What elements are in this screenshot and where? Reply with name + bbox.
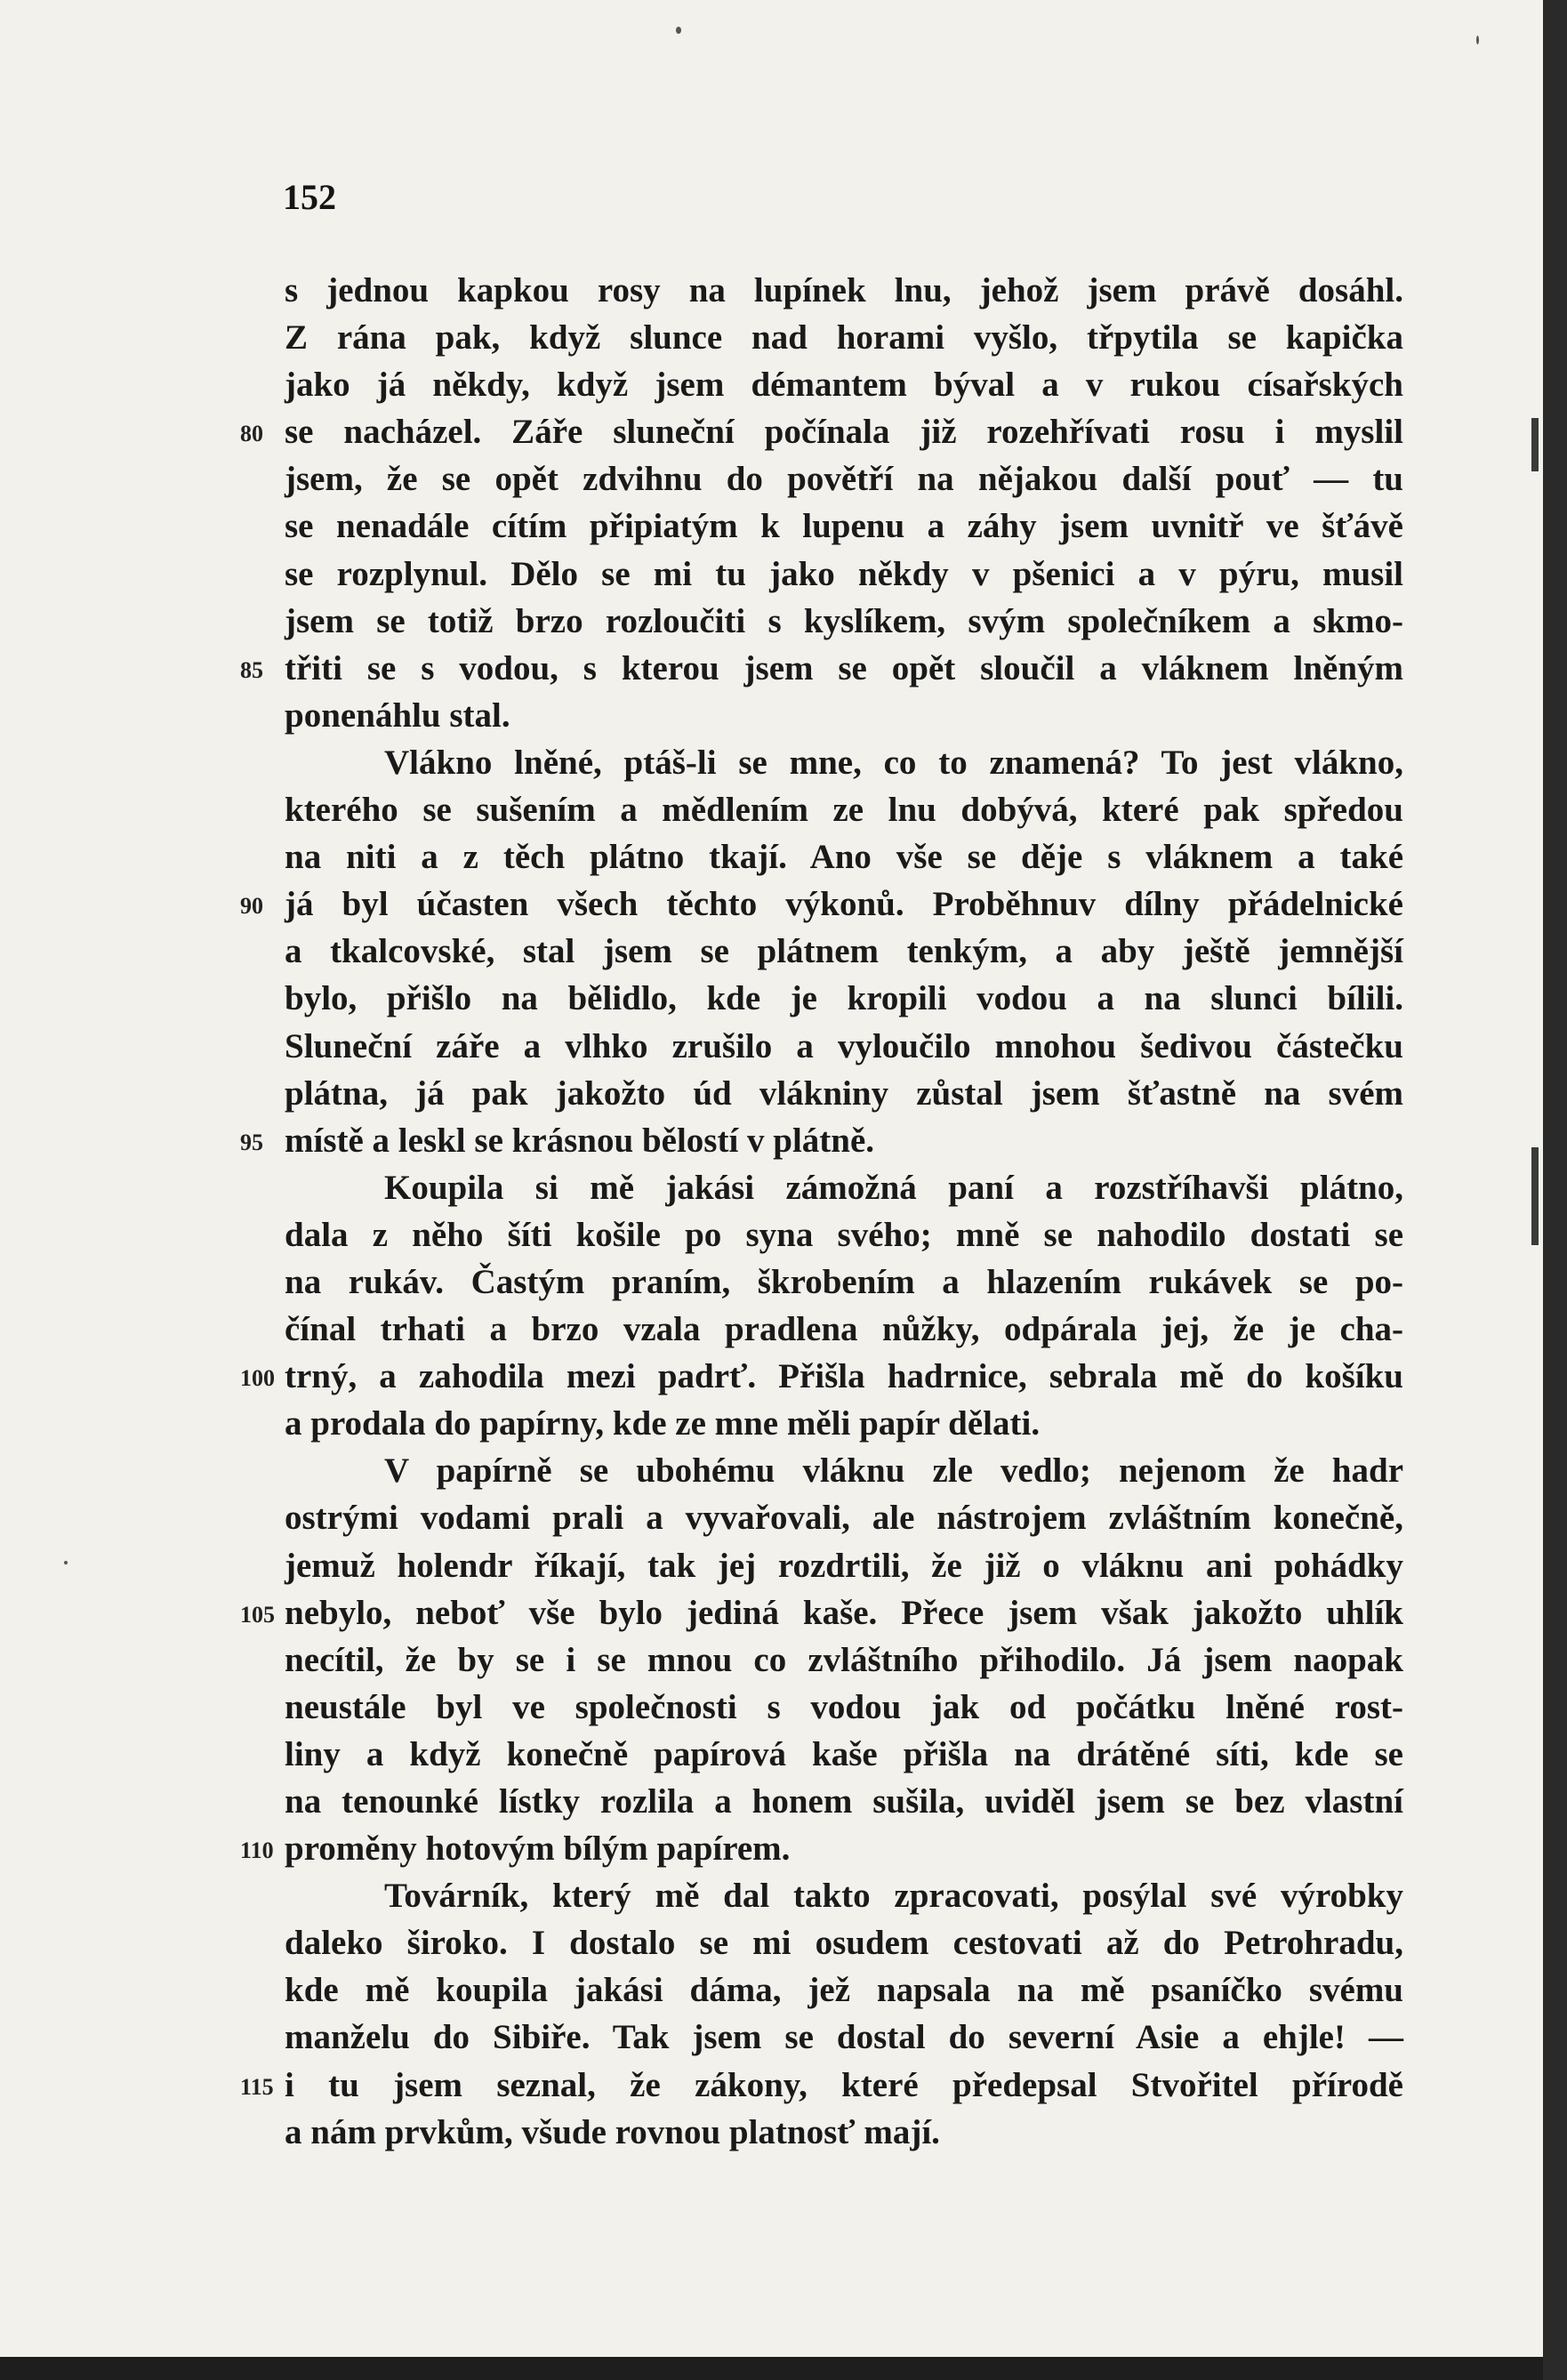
line-text: kterého se sušením a mědlením ze lnu dobývá, které pak spředou bbox=[285, 791, 1403, 830]
line-text: Koupila si mě jakási zámožná paní a rozstříhavši plátno, bbox=[384, 1168, 1403, 1207]
text-line bbox=[240, 1117, 1403, 1164]
line-text: místě a leskl se krásnou bělostí v plátně. bbox=[285, 1121, 875, 1160]
text-line bbox=[285, 551, 1403, 598]
text-line bbox=[285, 1684, 1403, 1731]
text-line bbox=[285, 1211, 1403, 1258]
line-text: Továrník, který mě dal takto zpracovati, posýlal své výrobky bbox=[384, 1877, 1403, 1916]
scan-edge-mark bbox=[1531, 1147, 1539, 1245]
line-number: 80 bbox=[240, 421, 263, 447]
text-line bbox=[285, 455, 1403, 503]
line-text: Sluneční záře a vlhko zrušilo a vyloučilo mnohou šedivou částečku bbox=[285, 1026, 1403, 1065]
line-text: ponenáhlu stal. bbox=[285, 696, 510, 735]
line-number: 115 bbox=[240, 2073, 274, 2100]
line-text: třiti se s vodou, s kterou jsem se opět sloučil a vláknem lněným bbox=[285, 648, 1403, 687]
text-line bbox=[285, 1400, 1403, 1447]
line-text: na tenounké lístky rozlila a honem sušila, uviděl jsem se bez vlastní bbox=[285, 1782, 1403, 1821]
line-text: dala z něho šíti košile po syna svého; mně se nahodilo dostati se bbox=[285, 1215, 1403, 1254]
line-number: 85 bbox=[240, 656, 263, 683]
line-text: trný, a zahodila mezi padrť. Přišla hadrnice, sebrala mě do košíku bbox=[285, 1357, 1403, 1396]
text-line bbox=[285, 1447, 1403, 1494]
line-number: 95 bbox=[240, 1129, 263, 1155]
text-line bbox=[285, 2109, 1403, 2156]
line-text: se rozplynul. Dělo se mi tu jako někdy v pšenici a v pýru, musil bbox=[285, 554, 1403, 593]
text-line bbox=[285, 314, 1403, 361]
line-text: proměny hotovým bílým papírem. bbox=[285, 1829, 791, 1869]
text-line bbox=[285, 1164, 1403, 1211]
text-line bbox=[240, 645, 1403, 692]
line-text: na rukáv. Častým praním, škrobením a hlazením rukávek se po- bbox=[285, 1262, 1403, 1301]
line-text: kde mě koupila jakási dáma, jež napsala na mě psaníčko svému bbox=[285, 1971, 1403, 2010]
line-text: manželu do Sibiře. Tak jsem se dostal do severní Asie a ehjle! — bbox=[285, 2018, 1403, 2057]
text-line bbox=[285, 1778, 1403, 1825]
line-text: jako já někdy, když jsem démantem býval a v rukou císařských bbox=[285, 366, 1403, 405]
line-text: ostrými vodami prali a vyvařovali, ale nástrojem zvláštním konečně, bbox=[285, 1499, 1403, 1538]
page-number: 152 bbox=[283, 177, 336, 217]
line-text: Z rána pak, když slunce nad horami vyšlo, třpytila se kapička bbox=[285, 318, 1403, 358]
scan-edge bbox=[1543, 0, 1567, 2380]
text-line bbox=[285, 1636, 1403, 1684]
line-text: jemuž holendr říkají, tak jej rozdrtili, že již o vláknu ani pohádky bbox=[285, 1546, 1403, 1585]
text-line bbox=[285, 786, 1403, 833]
text-line bbox=[285, 503, 1403, 550]
body-text bbox=[240, 267, 1403, 2156]
line-number: 100 bbox=[240, 1365, 275, 1392]
line-text: se nenadále cítím připiatým k lupenu a záhy jsem uvnitř ve šťávě bbox=[285, 507, 1403, 546]
text-line bbox=[285, 928, 1403, 975]
text-line bbox=[285, 975, 1403, 1022]
line-number: 105 bbox=[240, 1601, 275, 1628]
text-line bbox=[240, 1825, 1403, 1872]
text-line bbox=[240, 880, 1403, 928]
line-text: a tkalcovské, stal jsem se plátnem tenkým, a aby ještě jemnější bbox=[285, 932, 1403, 971]
text-line bbox=[285, 739, 1403, 786]
text-line bbox=[285, 1872, 1403, 1919]
text-line bbox=[285, 1966, 1403, 2014]
line-text: s jednou kapkou rosy na lupínek lnu, jehož jsem právě dosáhl. bbox=[285, 271, 1403, 310]
line-text: i tu jsem seznal, že zákony, které předepsal Stvořitel přírodě bbox=[285, 2065, 1403, 2104]
line-text: daleko široko. I dostalo se mi osudem cestovati až do Petrohradu, bbox=[285, 1924, 1403, 1963]
line-text: bylo, přišlo na bělidlo, kde je kropili vodou a na slunci bílili. bbox=[285, 979, 1403, 1018]
text-line bbox=[240, 1589, 1403, 1636]
text-line bbox=[285, 1023, 1403, 1070]
text-line bbox=[285, 598, 1403, 645]
text-line bbox=[240, 2062, 1403, 2109]
text-line bbox=[285, 833, 1403, 880]
text-line bbox=[285, 1494, 1403, 1541]
line-text: V papírně se ubohému vláknu zle vedlo; nejenom že hadr bbox=[384, 1451, 1403, 1491]
text-line bbox=[285, 1731, 1403, 1778]
line-text: já byl účasten všech těchto výkonů. Proběhnuv dílny přádelnické bbox=[285, 885, 1403, 924]
text-line bbox=[285, 1919, 1403, 1966]
text-line bbox=[240, 408, 1403, 455]
line-text: nebylo, neboť vše bylo jediná kaše. Přece jsem však jakožto uhlík bbox=[285, 1593, 1403, 1632]
line-number: 110 bbox=[240, 1837, 274, 1864]
text-line bbox=[285, 2014, 1403, 2061]
text-line bbox=[285, 1258, 1403, 1306]
text-line bbox=[285, 692, 1403, 739]
line-text: neustále byl ve společnosti s vodou jak od počátku lněné rost- bbox=[285, 1687, 1403, 1726]
line-text: čínal trhati a brzo vzala pradlena nůžky, odpárala jej, že je cha- bbox=[285, 1310, 1403, 1349]
scan-speck bbox=[1476, 36, 1479, 44]
text-line bbox=[285, 1542, 1403, 1589]
scan-edge-mark bbox=[1531, 418, 1539, 471]
line-text: liny a když konečně papírová kaše přišla na drátěné síti, kde se bbox=[285, 1734, 1403, 1773]
scan-speck bbox=[676, 27, 681, 34]
text-line bbox=[285, 1070, 1403, 1117]
scan-speck bbox=[64, 1561, 68, 1564]
line-text: necítil, že by se i se mnou co zvláštního přihodilo. Já jsem naopak bbox=[285, 1640, 1403, 1679]
line-text: jsem se totiž brzo rozloučiti s kyslíkem, svým společníkem a skmo- bbox=[285, 601, 1403, 640]
line-text: se nacházel. Záře sluneční počínala již rozehřívati rosu i myslil bbox=[285, 413, 1403, 452]
line-text: a prodala do papírny, kde ze mne měli papír dělati. bbox=[285, 1404, 1041, 1443]
text-line bbox=[285, 267, 1403, 314]
line-text: a nám prvkům, všude rovnou platnosť mají. bbox=[285, 2112, 940, 2151]
line-number: 90 bbox=[240, 893, 263, 920]
text-line bbox=[285, 361, 1403, 408]
line-text: na niti a z těch plátno tkají. Ano vše se děje s vláknem a také bbox=[285, 838, 1403, 877]
line-text: jsem, že se opět zdvihnu do povětří na nějakou další pouť — tu bbox=[285, 460, 1403, 499]
text-line bbox=[240, 1353, 1403, 1400]
line-text: plátna, já pak jakožto úd vlákniny zůstal jsem šťastně na svém bbox=[285, 1073, 1403, 1113]
line-text: Vlákno lněné, ptáš-li se mne, co to znamená? To jest vlákno, bbox=[384, 743, 1403, 782]
text-line bbox=[285, 1306, 1403, 1353]
